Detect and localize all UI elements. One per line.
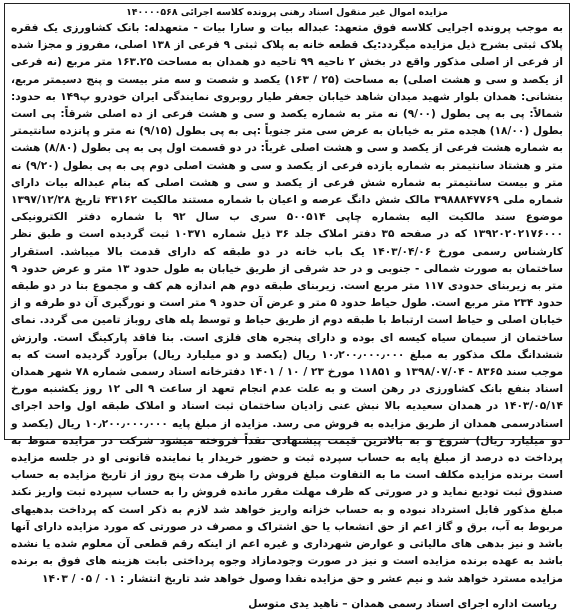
notice-frame <box>4 3 570 610</box>
notice-body: به موجب پرونده اجرایی کلاسه فوق متعهد: عبداله بیات و سارا بیات - متعهدله: بانک کشاورزی یک فقره پلاک ثبتی بشرح ذیل مزایده میگردد:یک قطعه خانه به پلاک ثبتی ۹ فرعی از ۱۳۸ اصلی، مفروز و مجزا شده از فرعی از اصلی مذکور واقع در بخش ۲ ناحیه ۹۹ تاحیه دو همدان به مساحت ۱۶۳.۲۵ متر مربع (نه فرعی از یکصد و سی و هشت اصلی) به مساحت (۲۵ / ۱۶۳) یکصد و شصت و سه متر بیست و پنج دسیمتر مربع، بنشانی: همدان بلوار شهید میدان شاهد خیابان جعفر طیار روبروی نمایندگی ایران خودرو پ۱۴۹ به حدود: شمالاً: پی به پی بطول (۹/۰۰) نه متر به شماره یکصد و سی و هشت فرعی از ده اصلی شرقاً: پی است بطول (۱۸/۰۰) هجده متر به خیابان به عرض سی متر جنوباً :پی به پی بطول (۹/۱۵) نه متر و پانزده سانتیمتر به شماره هشت فرعی از یکصد و سی و هشت اصلی غرباً: در دو قسمت اول پی به پی بطول (۸/۸۰) هشت متر و هشتاد سانتیمتر به شماره یازده فرعی از یکصد و سی و هشت اصلی دوم پی به پی بطول (۹/۲۰) نه متر و بیست سانتیمتر به شماره شش فرعی از یکصد و سی و هشت اصلی که بنام عبداله بیات دارای شماره ملی ۳۹۸۸۸۴۷۷۶۹ مالک شش دانگ عرصه و اعیان با شماره مستند مالکیت ۴۳۱۶۲ تاریخ ۱۳۹۷/۱۲/۲۸ موضوع سند مالکیت الیه بشماره چاپی ۵۰۰۵۱۴ سری ب سال ۹۲ با شماره دفتر الکترونیکی ۱۳۹۲۰۲۰۲۱۷۶۰۰۰ که در صفحه ۳۵ دفتر املاک جلد ۳۶ ذیل شماره ۱۰۳۷۱ ثبت گردیده است و طبق نظر کارشناس رسمی مورخ ۱۴۰۳/۰۴/۰۶ یک باب خانه در دو طبقه که دارای قدمت بالا میباشد. استقرار ساختمان به صورت شمالی - جنوبی و در حد شرقی از طریق خیابان به طول حدود ۱۳ متر و عرض حدود ۹ متر به زیربنای حدودی ۱۱۷ متر مربع است. زیربنای طبقه دوم هم اندازه هم کف و مجموع بنا در دو طبقه حدود ۲۳۴ متر مربع است. طول حیاط حدود ۵ متر و عرض آن حدود ۹ متر است و نورگیری آن دو طرفه و از خیابان اصلی و حیاط است ارتباط با طبقه دوم از طریق حیاط و توسط پله های روباز تامین می گردد. نمای ساختمان از سیمان سیاه کیسه ای بوده و دارای پنجره های فلزی است. بنا فاقد پارکینگ است. وارزش ششدانگ ملک مذکور به مبلغ ۱۰٫۲۰۰٫۰۰۰٫۰۰۰ ریال (یکصد و دو میلیارد ریال) برآورد گردیده است که به موجب سند ۸۳۶۵ - ۱۳۹۸/۰۷/۰۴ و ۱۱۸۵۱ مورخ ۲۳ / ۱۰ / ۱۴۰۱ دفترخانه اسناد رسمی شماره ۷۸ شهر همدان اسناد بنفع بانک کشاورزی در رهن است و به علت عدم انجام تعهد از ساعت ۹ الی ۱۲ روز یکشنبه مورخ ۱۴۰۳/۰۵/۱۴ در همدان سعیدیه بالا نبش عنی زادیان ساختمان ثبت اسناد و املاک طبقه اول واحد اجرای اسنادرسمی همدان از طریق مزایده به فروش می رسد. مزایده از مبلغ پایه ۱۰٫۲۰۰٫۰۰۰٫۰۰۰ ریال (یکصد و دو میلیارد ریال) شروع و به بالاترین قیمت پیشنهادی نقداً فروخته میشود شرکت در مزایده منوط به پرداخت ده درصد از مبلغ پایه به حساب سپرده ثبت و حضور خریدار یا نماینده قانونی او در جلسه مزایده است برنده مزایده مکلف است ما به التفاوت مبلغ فروش را ظرف مدت پنج روز از تاریخ مزایده به حساب صندوق ثبت تودیع نماید و در صورتی که ظرف مهلت مقرر مانده فروش را به حساب سپرده ثبت واریز نکند مبلغ مذکور قابل استرداد نبوده و به حساب خزانه واریز خواهد شد لازم به ذکر است که پرداخت بدهیهای مربوط به آب، برق و گاز اعم از حق انشعاب یا حق اشتراک و مصرف در صورتی که مورد مزایده دارای آنها باشد و نیز بدهی های مالیاتی و عوارض شهرداری و غیره اعم از اینکه رقم قطعی آن معلوم شده یا نشده باشد به عهده برنده مزایده است و نیز در صورت وجودمازاد وجوه پرداختی بابت هزینه های فوق به برنده مزایده مسترد خواهد شد و نیم عشر و حق مزایده نقدا وصول خواهد شد تاریخ انتشار : ۰۱ / ۰۵ / ۱۴۰۳ <box>11 22 564 585</box>
notice-header: مزایده اموال غیر منقول اسناد رهنی پرونده کلاسه اجرائی ۱۴۰۰۰۰۵۶۸ <box>126 7 448 18</box>
signature: ریاست اداره اجرای اسناد رسمی همدان – ناهید یدی متوسل <box>248 597 557 610</box>
